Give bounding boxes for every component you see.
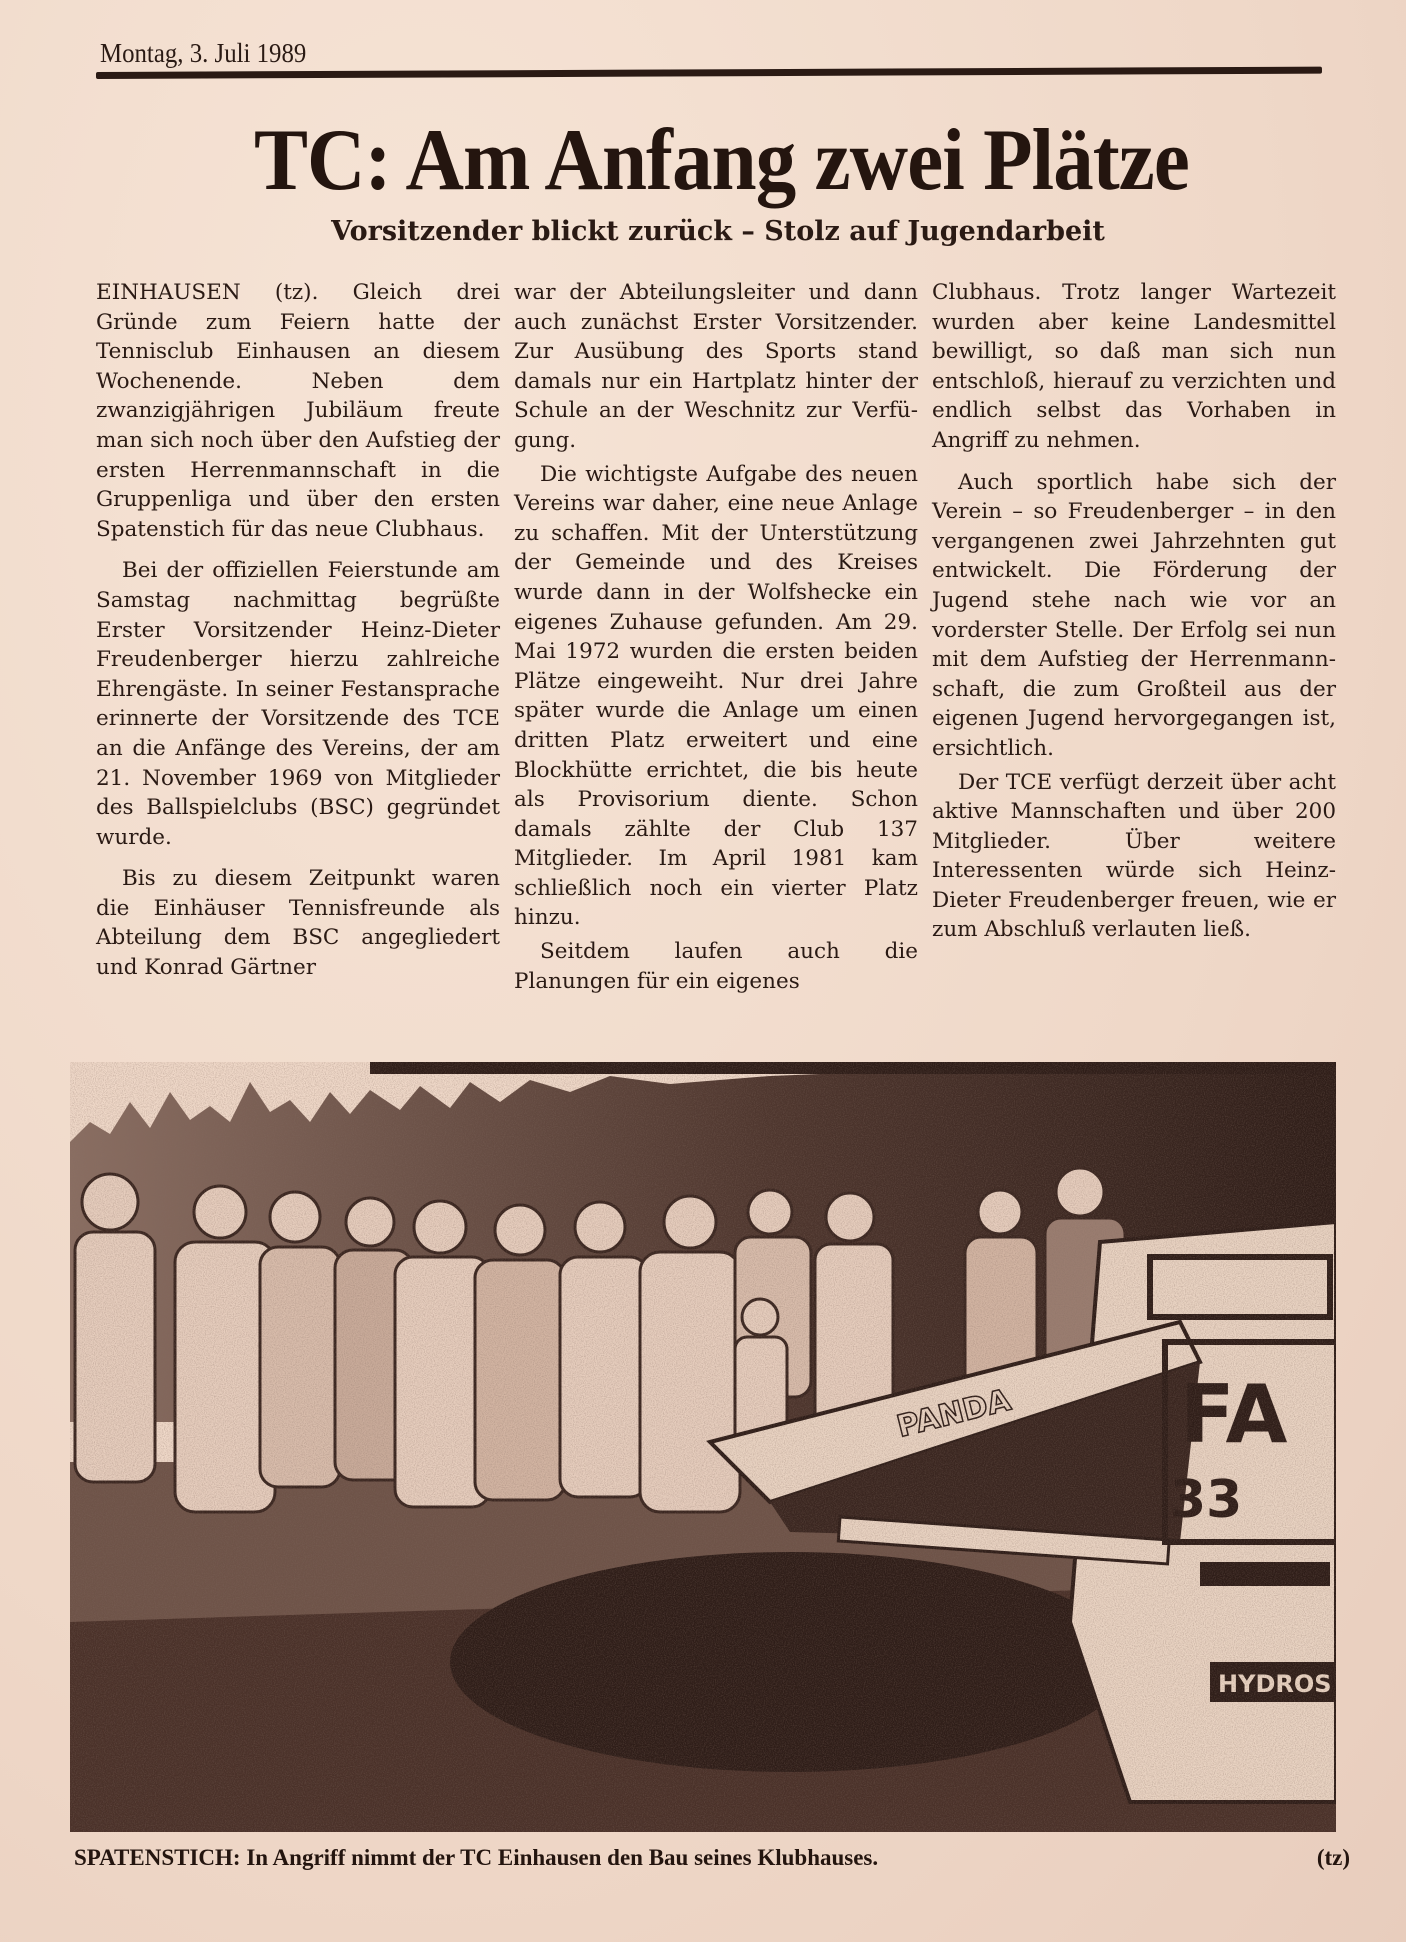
paragraph: Der TCE verfügt derzeit über acht aktive Mannschaften und über 200 Mitglieder. Über weitere Interessenten würde sich Heinz-Dieter Freudenberger freuen, wie er zum Abschluß verlauten ließ.: [932, 769, 1336, 943]
paragraph: Auch sportlich habe sich der Verein – so Freudenberger – in den vergangenen zwei Jahrzehnten gut entwickelt. Die Förderung der Jugend stehe nach wie vor an vorderster Stelle. Der Erfolg sei nun mit dem Aufstieg der Herrenmannschaft, die zum Großteil aus der eigenen Jugend hervorgegangen ist, ersichtlich.: [932, 469, 1336, 761]
photo-credit: (tz): [1316, 1845, 1350, 1870]
article-column-3: [932, 278, 1336, 1038]
paragraph: Seitdem laufen auch die Planungen für ein eigenes: [514, 939, 918, 994]
article-column-1: [96, 278, 500, 1038]
paragraph: Bei der offiziellen Feierstunde am Samstag nachmittag begrüßte Erster Vorsitzender Heinz-Dieter Freudenberger hierzu zahlreiche Ehrengäste. In seiner Festansprache erinnerte der Vorsitzende des TCE an die Anfänge des Vereins, der am 21. November 1969 von Mitglieder des Ballspielclubs (BSC) gegründet wurde.: [96, 558, 500, 850]
paragraph: Die wichtigste Aufgabe des neuen Vereins war daher, eine neue Anlage zu schaffen. Mit der Unterstützung der Gemeinde und des Kreises wurde dann in der Wolfshecke ein eigenes Zuhause gefunden. Am 29. Mai 1972 wurden die ersten beiden Plätze eingeweiht. Nur drei Jahre später wurde die Anlage um einen dritten Platz erweitert und eine Blockhütte errichtet, die bis heute als Provisorium diente. Schon damals zählte der Club 137 Mitglieder. Im April 1981 kam schließlich noch ein vierter Platz hinzu.: [514, 461, 918, 931]
paragraph: war der Abteilungsleiter und dann auch zunächst Erster Vorsitzender. Zur Ausübung des Sports stand damals nur ein Hartplatz hinter der Schule an der Weschnitz zur Verfügung.: [514, 280, 918, 453]
photo-illustration: [70, 1062, 1336, 1832]
paragraph: Clubhaus. Trotz langer Wartezeit wurden aber keine Landesmittel bewilligt, so daß man sich nun entschloß, hierauf zu verzichten und endlich selbst das Vorhaben in Angriff zu nehmen.: [932, 280, 1336, 453]
caption-text: SPATENSTICH: In Angriff nimmt der TC Einhausen den Bau seines Klubhauses.: [74, 1845, 879, 1870]
subheadline: Vorsitzender blickt zurück – Stolz auf Jugendarbeit: [331, 216, 1105, 247]
photo-caption: [74, 1845, 1354, 1871]
article-body: [96, 278, 1336, 1038]
paragraph: Bis zu diesem Zeitpunkt waren die Einhäuser Tennisfreunde als Abteilung dem BSC angegliedert und Konrad Gärtner: [96, 866, 500, 981]
article-column-2: [514, 278, 918, 1038]
news-photo: [70, 1062, 1336, 1832]
paragraph: EINHAUSEN (tz). Gleich drei Gründe zum Feiern hatte der Tennisclub Einhausen an diesem Wochenende. Neben dem zwanzigjährigen Jubiläum freute man sich noch über den Aufstieg der ersten Herrenmannschaft in die Gruppenliga und über den ersten Spatenstich für das neue Clubhaus.: [96, 280, 500, 542]
dateline: Montag, 3. Juli 1989: [100, 38, 307, 68]
headline: TC: Am Anfang zwei Plätze: [253, 112, 1189, 209]
